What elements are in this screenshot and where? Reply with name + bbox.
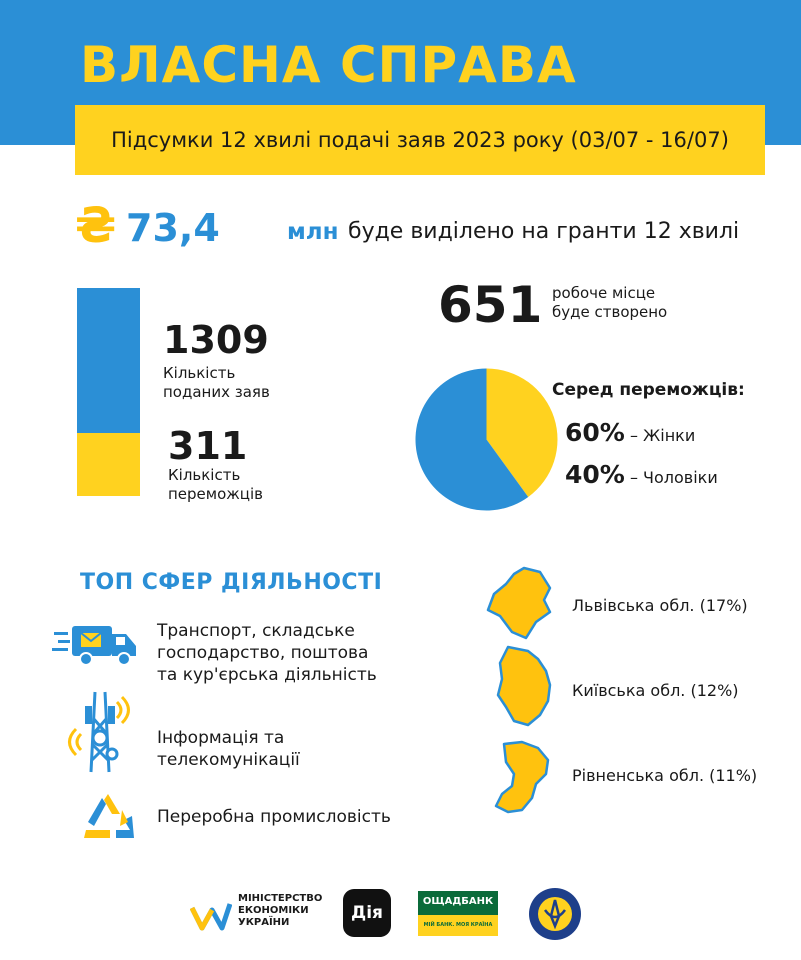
recycle-icon bbox=[80, 790, 136, 842]
men-row bbox=[565, 460, 718, 489]
jobs-label: робоче місце буде створено bbox=[552, 284, 668, 321]
activity-item-manufacturing: Переробна промисловість bbox=[157, 807, 391, 827]
region-lviv: Львівська обл. (17%) bbox=[572, 596, 748, 615]
rivne-region-map-icon bbox=[492, 740, 552, 816]
diia-logo: Дія bbox=[343, 889, 391, 937]
page-title: ВЛАСНА СПРАВА bbox=[80, 36, 577, 94]
pie-slices bbox=[415, 369, 557, 511]
women-pct: 60% bbox=[565, 418, 625, 447]
winners-value: 311 bbox=[168, 424, 248, 468]
gender-title: Серед переможців: bbox=[552, 380, 745, 400]
subtitle: Підсумки 12 хвилі подачі заяв 2023 року (03/07 - 16/07) bbox=[111, 128, 729, 152]
employment-service-seal-icon bbox=[527, 886, 583, 942]
men-pct: 40% bbox=[565, 460, 625, 489]
submitted-label: Кількість поданих заяв bbox=[163, 364, 270, 401]
women-row bbox=[565, 418, 695, 447]
activity-item-telecom: Інформація та телекомунікації bbox=[157, 728, 300, 770]
ministry-logo-icon bbox=[190, 898, 232, 932]
jobs-value: 651 bbox=[438, 276, 543, 334]
gender-pie-chart bbox=[414, 367, 559, 512]
hryvnia-icon: ₴ bbox=[75, 198, 117, 254]
grant-amount: 73,4 bbox=[126, 206, 220, 250]
submitted-bar bbox=[77, 288, 140, 433]
winners-bar bbox=[77, 433, 140, 496]
lviv-region-map-icon bbox=[484, 566, 554, 640]
region-rivne: Рівненська обл. (11%) bbox=[572, 766, 758, 785]
telecom-tower-icon bbox=[65, 688, 135, 776]
top-activities-title: ТОП СФЕР ДІЯЛЬНОСТІ bbox=[80, 570, 383, 595]
grant-description: буде виділено на гранти 12 хвилі bbox=[348, 219, 740, 244]
oschadbank-logo: ОЩАДБАНК МІЙ БАНК. МОЯ КРАЇНА bbox=[418, 891, 498, 936]
men-label: – Чоловіки bbox=[629, 468, 718, 487]
subtitle-box bbox=[75, 105, 765, 175]
ministry-logo-text: МІНІСТЕРСТВО ЕКОНОМІКИ УКРАЇНИ bbox=[238, 893, 323, 928]
women-label: – Жінки bbox=[629, 426, 696, 445]
submitted-value: 1309 bbox=[163, 318, 269, 362]
delivery-truck-icon bbox=[52, 622, 140, 668]
activity-item-transport: Транспорт, складське господарство, поштова та кур'єрська діяльність bbox=[157, 621, 377, 685]
grant-unit: млн bbox=[287, 219, 339, 245]
winners-label: Кількість переможців bbox=[168, 466, 264, 503]
kyiv-region-map-icon bbox=[494, 645, 554, 727]
region-kyiv: Київська обл. (12%) bbox=[572, 681, 739, 700]
